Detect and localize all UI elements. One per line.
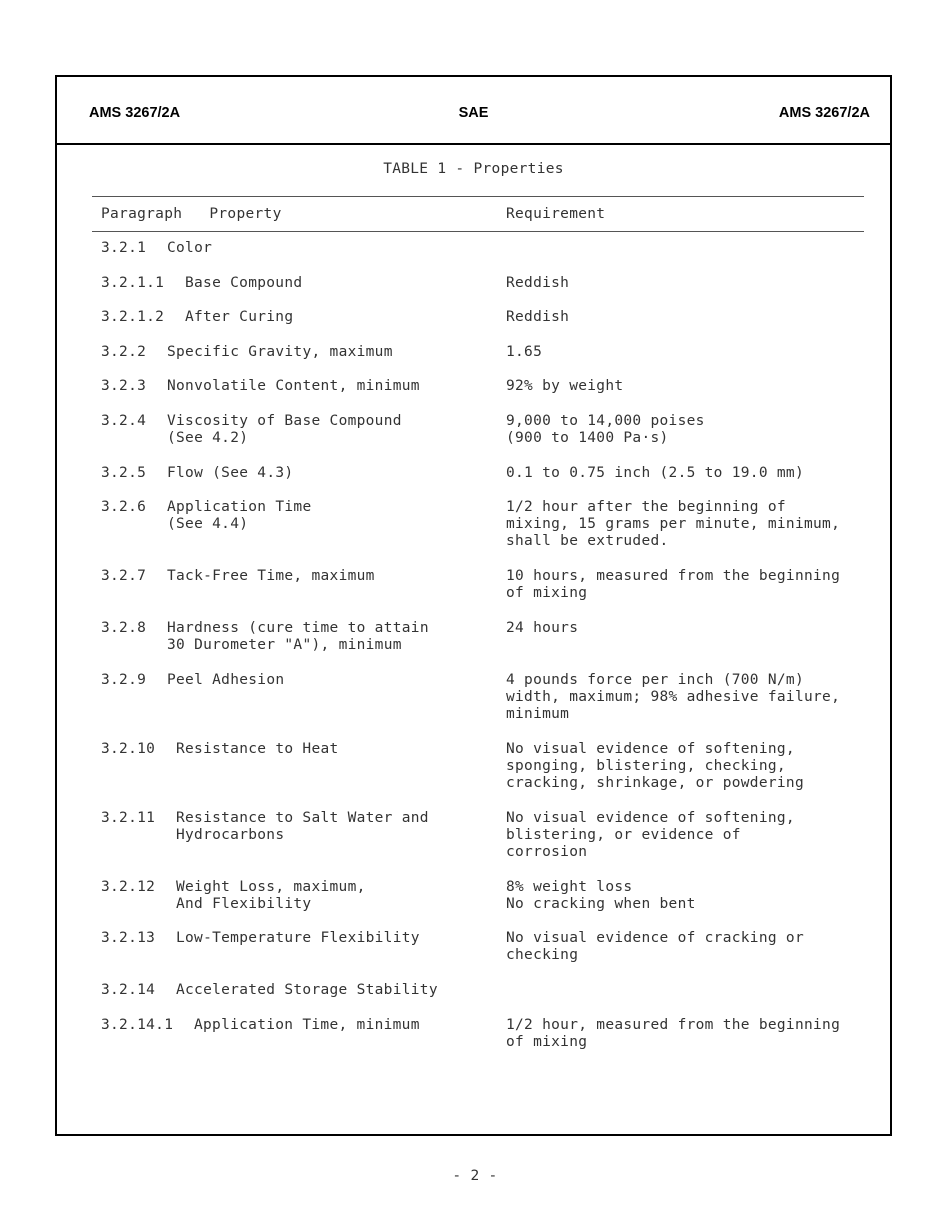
requirement-text: No visual evidence of softening, blistering, or evidence of corrosion [506, 810, 795, 860]
paragraph-number: 3.2.3 [101, 378, 147, 394]
column-header-paragraph: Paragraph Property [101, 206, 282, 222]
paragraph-number: 3.2.14.1 [101, 1017, 174, 1033]
paragraph-number: 3.2.2 [101, 344, 147, 360]
paragraph-number: 3.2.4 [101, 413, 147, 429]
property-name: Viscosity of Base Compound (See 4.2) [167, 413, 402, 446]
requirement-text: 0.1 to 0.75 inch (2.5 to 19.0 mm) [506, 465, 804, 481]
property-name: Application Time, minimum [194, 1017, 420, 1033]
property-name: After Curing [185, 309, 294, 325]
paragraph-number: 3.2.1.1 [101, 275, 165, 291]
property-name: Flow (See 4.3) [167, 465, 294, 481]
property-name: Hardness (cure time to attain 30 Durometer "A"), minimum [167, 620, 429, 653]
paragraph-number: 3.2.1.2 [101, 309, 165, 325]
header-doc-id-left: AMS 3267/2A [89, 105, 181, 121]
paragraph-number: 3.2.9 [101, 672, 147, 688]
paragraph-number: 3.2.7 [101, 568, 147, 584]
header-org: SAE [458, 105, 489, 121]
property-name: Specific Gravity, maximum [167, 344, 393, 360]
paragraph-number: 3.2.6 [101, 499, 147, 515]
paragraph-number: 3.2.11 [101, 810, 156, 826]
requirement-text: 1.65 [506, 344, 543, 360]
property-name: Color [167, 240, 213, 256]
column-header-requirement: Requirement [506, 206, 606, 222]
paragraph-number: 3.2.12 [101, 879, 156, 895]
paragraph-number: 3.2.5 [101, 465, 147, 481]
requirement-text: 92% by weight [506, 378, 624, 394]
page-frame [55, 75, 892, 1136]
requirement-text: No visual evidence of softening, sponging, blistering, checking, cracking, shrinkage, or powdering [506, 741, 804, 791]
table-title: TABLE 1 - Properties [383, 161, 564, 177]
requirement-text: 10 hours, measured from the beginning of mixing [506, 568, 841, 601]
property-name: Nonvolatile Content, minimum [167, 378, 420, 394]
paragraph-number: 3.2.10 [101, 741, 156, 757]
paragraph-number: 3.2.14 [101, 982, 156, 998]
requirement-text: 1/2 hour after the beginning of mixing, 15 grams per minute, minimum, shall be extruded. [506, 499, 841, 549]
property-name: Resistance to Heat [176, 741, 339, 757]
property-name: Resistance to Salt Water and Hydrocarbons [176, 810, 429, 843]
property-name: Accelerated Storage Stability [176, 982, 438, 998]
requirement-text: 1/2 hour, measured from the beginning of mixing [506, 1017, 841, 1050]
page-number: - 2 - [452, 1168, 498, 1184]
paragraph-number: 3.2.13 [101, 930, 156, 946]
paragraph-number: 3.2.8 [101, 620, 147, 636]
property-name: Peel Adhesion [167, 672, 285, 688]
requirement-text: 8% weight loss No cracking when bent [506, 879, 696, 912]
property-name: Application Time (See 4.4) [167, 499, 312, 532]
table-header-rule [92, 231, 864, 232]
property-name: Tack-Free Time, maximum [167, 568, 375, 584]
requirement-text: Reddish [506, 275, 570, 291]
table-top-rule [92, 196, 864, 197]
property-name: Base Compound [185, 275, 303, 291]
property-name: Weight Loss, maximum, And Flexibility [176, 879, 366, 912]
requirement-text: No visual evidence of cracking or checking [506, 930, 804, 963]
column-header-property: Property [209, 206, 282, 222]
requirement-text: 9,000 to 14,000 poises (900 to 1400 Pa·s) [506, 413, 705, 446]
document-header [57, 77, 890, 145]
property-name: Low-Temperature Flexibility [176, 930, 420, 946]
requirement-text: 24 hours [506, 620, 579, 636]
requirement-text: 4 pounds force per inch (700 N/m) width, maximum; 98% adhesive failure, minimum [506, 672, 841, 722]
paragraph-number: 3.2.1 [101, 240, 147, 256]
requirement-text: Reddish [506, 309, 570, 325]
header-doc-id-right: AMS 3267/2A [778, 105, 870, 121]
